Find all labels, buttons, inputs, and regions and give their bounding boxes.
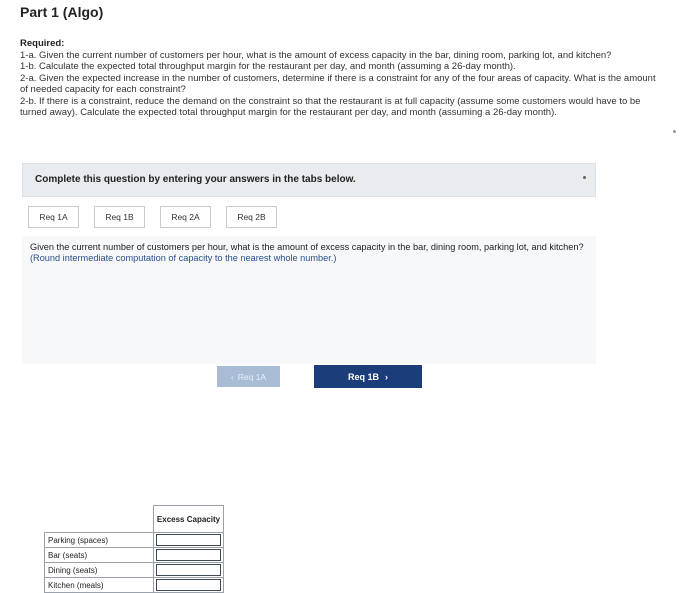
kitchen-excess-input[interactable] bbox=[156, 579, 221, 591]
next-req-button[interactable] bbox=[314, 365, 422, 388]
tab-req-1a[interactable]: Req 1A bbox=[28, 206, 79, 228]
row-label-bar: Bar (seats) bbox=[45, 548, 154, 563]
banner-dot-icon bbox=[583, 176, 586, 179]
table-row bbox=[45, 548, 224, 563]
page-title: Part 1 (Algo) bbox=[20, 4, 104, 20]
excess-capacity-table bbox=[44, 505, 224, 593]
required-item-2a: 2-a. Given the expected increase in the number of customers, determine if there is a constraint for any of the four areas of capacity. What is the amount of needed capacity for each constraint? bbox=[20, 72, 656, 95]
prev-req-button[interactable] bbox=[217, 366, 280, 387]
required-item-1b: 1-b. Calculate the expected total throughput margin for the restaurant per day, and month (assuming a 26-day month). bbox=[20, 61, 516, 72]
next-req-label: Req 1B bbox=[347, 371, 379, 382]
table-row bbox=[45, 578, 224, 593]
instructions-text: Complete this question by entering your answers in the tabs below. bbox=[35, 174, 356, 185]
chevron-right-icon: › bbox=[385, 371, 388, 382]
required-item-2b: 2-b. If there is a constraint, reduce the demand on the constraint so that the restaurant is at full capacity (assume some customers would have to be turned away). Calculate the expected total throughput margin for the restaurant per day, and month (assuming a 26-day month). bbox=[20, 95, 641, 118]
prev-req-label: Req 1A bbox=[237, 371, 267, 382]
tab-req-2a[interactable]: Req 2A bbox=[160, 206, 211, 228]
panel-question bbox=[30, 242, 590, 264]
row-label-parking: Parking (spaces) bbox=[45, 533, 154, 548]
chevron-left-icon: ‹ bbox=[230, 371, 234, 382]
input-cell-bar bbox=[154, 548, 224, 563]
input-cell-dining bbox=[154, 563, 224, 578]
required-heading: Required: bbox=[20, 38, 65, 49]
bar-excess-input[interactable] bbox=[156, 549, 221, 561]
table-row bbox=[45, 533, 224, 548]
parking-excess-input[interactable] bbox=[156, 534, 221, 546]
column-header-excess-capacity: Excess Capacity bbox=[154, 506, 224, 533]
question-text: Given the current number of customers per hour, what is the amount of excess capacity in the bar, dining room, parking lot, and kitchen? bbox=[30, 242, 584, 252]
row-label-dining: Dining (seats) bbox=[45, 563, 154, 578]
table-corner bbox=[45, 506, 154, 533]
tab-req-1b[interactable]: Req 1B bbox=[94, 206, 145, 228]
input-cell-parking bbox=[154, 533, 224, 548]
decorative-dot bbox=[673, 130, 676, 133]
tab-req-2b[interactable]: Req 2B bbox=[226, 206, 277, 228]
rounding-note: (Round intermediate computation of capacity to the nearest whole number.) bbox=[30, 253, 337, 263]
required-section bbox=[20, 38, 660, 119]
dining-excess-input[interactable] bbox=[156, 564, 221, 576]
required-item-1a: 1-a. Given the current number of customers per hour, what is the amount of excess capacity in the bar, dining room, parking lot, and kitchen? bbox=[20, 49, 612, 61]
input-cell-kitchen bbox=[154, 578, 224, 593]
table-row bbox=[45, 563, 224, 578]
row-label-kitchen: Kitchen (meals) bbox=[45, 578, 154, 593]
instructions-banner bbox=[22, 163, 596, 197]
